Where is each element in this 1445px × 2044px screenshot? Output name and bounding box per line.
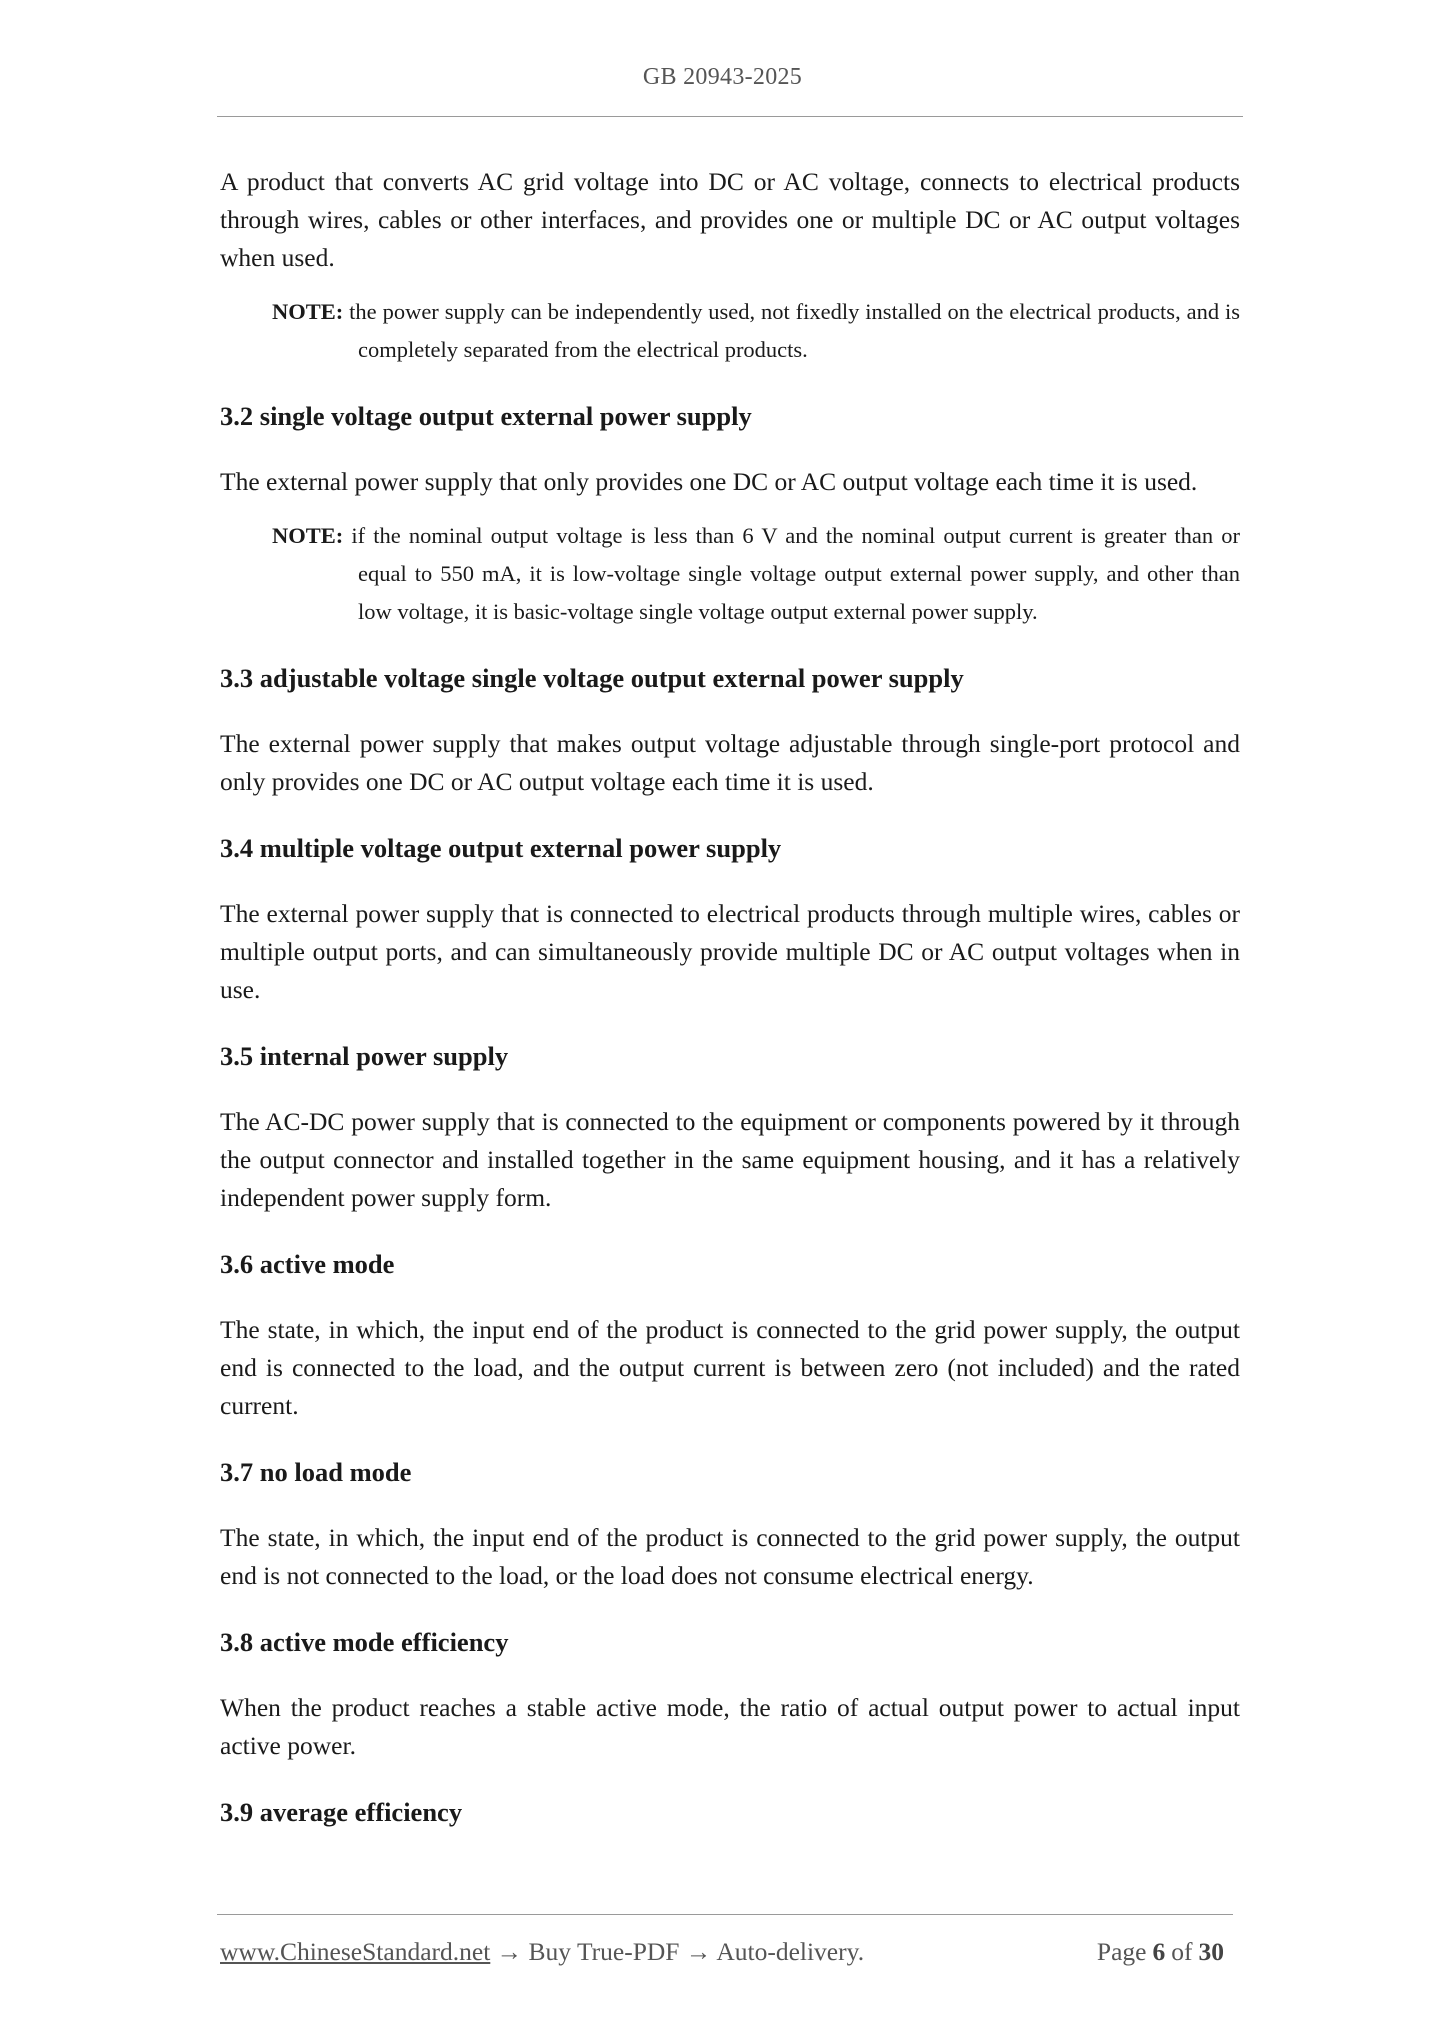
note-label: NOTE: bbox=[272, 523, 344, 548]
site-link[interactable]: www.ChineseStandard.net bbox=[220, 1937, 491, 1966]
intro-note bbox=[272, 293, 1240, 369]
section-heading-3-6: 3.6 active mode bbox=[220, 1249, 395, 1279]
section-heading-3-4: 3.4 multiple voltage output external power supply bbox=[220, 833, 782, 863]
note-label: NOTE: bbox=[272, 299, 344, 324]
page-current: 6 bbox=[1152, 1937, 1166, 1966]
auto-delivery-text: Auto-delivery. bbox=[716, 1937, 865, 1966]
arrow-right-icon: → bbox=[685, 1937, 712, 1966]
section-body-3-4: The external power supply that is connected to electrical products through multiple wires, cables or multiple output ports, and can simultaneously provide multiple DC or AC output voltages when in use. bbox=[220, 899, 1240, 1004]
section-heading-3-5: 3.5 internal power supply bbox=[220, 1041, 509, 1071]
section-body-3-5: The AC-DC power supply that is connected to the equipment or components powered by it through the output connector and installed together in the same equipment housing, and it has a relatively independent power supply form. bbox=[220, 1107, 1240, 1212]
section-body-3-7: The state, in which, the input end of the product is connected to the grid power supply, the output end is not connected to the load, or the load does not consume electrical energy. bbox=[220, 1523, 1240, 1590]
section-heading-3-3: 3.3 adjustable voltage single voltage output external power supply bbox=[220, 663, 964, 693]
section-note-3-2 bbox=[272, 517, 1240, 631]
section-heading-3-7: 3.7 no load mode bbox=[220, 1457, 412, 1487]
note-text: if the nominal output voltage is less than 6 V and the nominal output current is greater than or equal to 550 mA, it is low-voltage single voltage output external power supply, and other than low voltage, it is basic-voltage single voltage output external power supply. bbox=[351, 523, 1240, 624]
page-total: 30 bbox=[1198, 1937, 1224, 1966]
section-heading-3-2: 3.2 single voltage output external power supply bbox=[220, 401, 752, 431]
section-heading-3-8: 3.8 active mode efficiency bbox=[220, 1627, 509, 1657]
section-heading-3-9: 3.9 average efficiency bbox=[220, 1797, 463, 1827]
page-of-label: of bbox=[1171, 1937, 1193, 1966]
page-label: Page bbox=[1096, 1937, 1147, 1966]
section-body-3-3: The external power supply that makes output voltage adjustable through single-port protocol and only provides one DC or AC output voltage each time it is used. bbox=[220, 729, 1240, 796]
note-text: the power supply can be independently used, not fixedly installed on the electrical products, and is completely separated from the electrical products. bbox=[349, 299, 1240, 362]
section-body-3-6: The state, in which, the input end of the product is connected to the grid power supply, the output end is connected to the load, and the output current is between zero (not included) and the rated current. bbox=[220, 1315, 1240, 1420]
footer-divider bbox=[217, 1914, 1233, 1915]
document-header-title: GB 20943-2025 bbox=[642, 64, 803, 90]
intro-paragraph: A product that converts AC grid voltage into DC or AC voltage, connects to electrical products through wires, cables or other interfaces, and provides one or multiple DC or AC output voltages when used. bbox=[220, 167, 1240, 272]
document-body bbox=[220, 163, 1240, 1831]
section-body-3-2: The external power supply that only provides one DC or AC output voltage each time it is used. bbox=[220, 467, 1198, 496]
section-body-3-8: When the product reaches a stable active mode, the ratio of actual output power to actual input active power. bbox=[220, 1693, 1240, 1760]
buy-pdf-text: Buy True-PDF bbox=[528, 1937, 680, 1966]
arrow-right-icon: → bbox=[496, 1937, 523, 1966]
footer-promo bbox=[220, 1935, 864, 1969]
header-divider bbox=[217, 116, 1243, 117]
page-number bbox=[1097, 1935, 1230, 1969]
